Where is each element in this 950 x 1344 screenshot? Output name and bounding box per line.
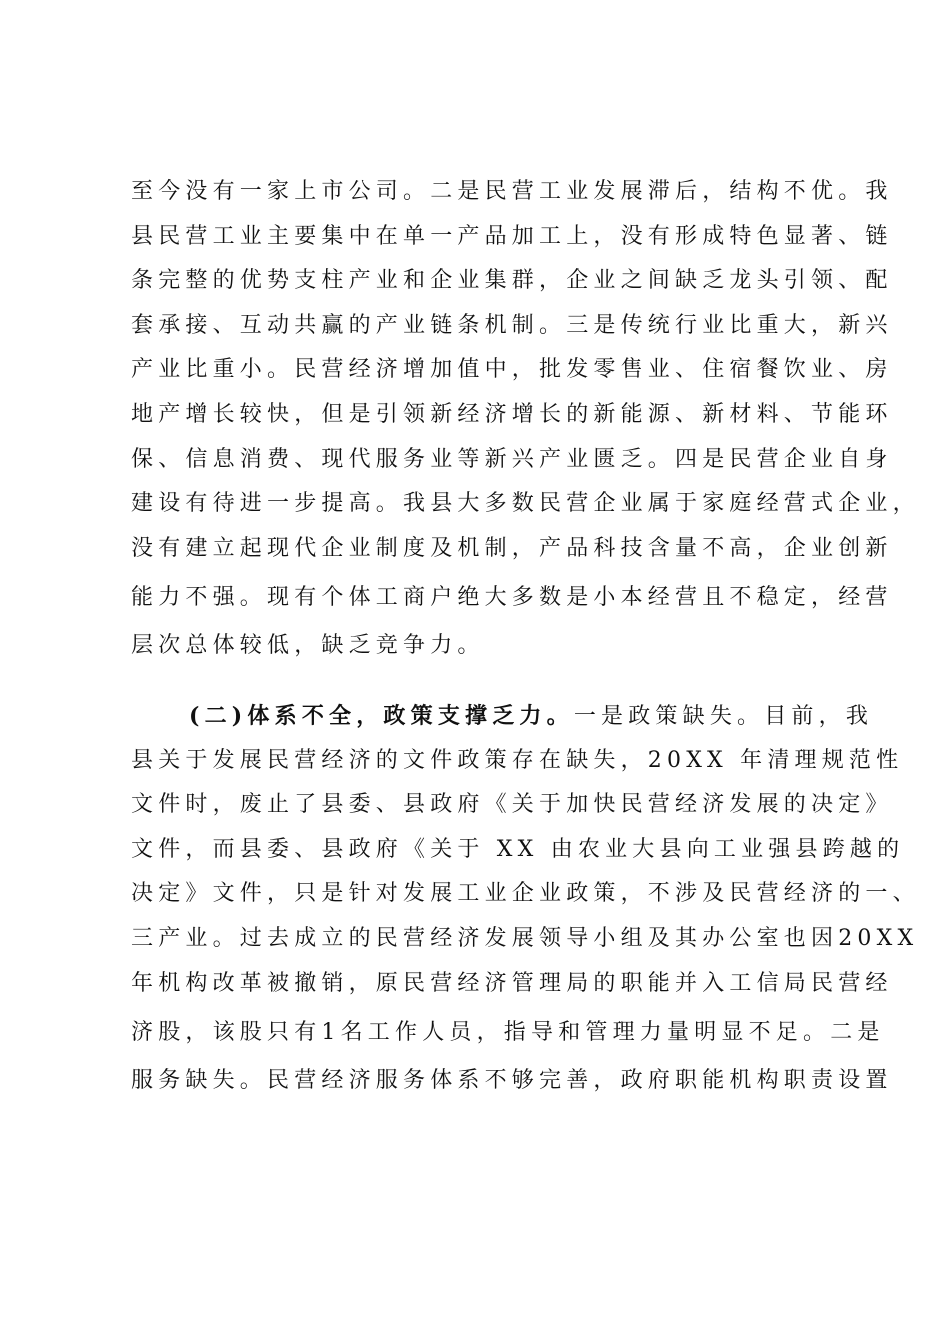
paragraph-line: 县关于发展民营经济的文件政策存在缺失，20XX 年清理规范性 xyxy=(131,747,904,773)
paragraph-line: 三产业。过去成立的民营经济发展领导小组及其办公室也因20XX xyxy=(131,925,919,951)
paragraph-line: 至今没有一家上市公司。二是民营工业发展滞后，结构不优。我 xyxy=(131,179,893,204)
paragraph-first-line xyxy=(131,694,874,739)
paragraph-1 xyxy=(131,170,920,669)
heading-continuation: 一是政策缺失。目前，我 xyxy=(573,704,874,729)
paragraph-line: 建设有待进一步提高。我县大多数民营企业属于家庭经营式企业， xyxy=(131,491,920,517)
paragraph-line: 县民营工业主要集中在单一产品加工上，没有形成特色显著、链 xyxy=(131,223,893,249)
paragraph-line: 能力不强。现有个体工商户绝大多数是小本经营且不稳定，经营 xyxy=(131,585,893,611)
paragraph-line: 文件时，废止了县委、县政府《关于加快民营经济发展的决定》 xyxy=(131,792,893,818)
paragraph-line: 年机构改革被撤销，原民营经济管理局的职能并入工信局民营经 xyxy=(131,970,893,996)
paragraph-2 xyxy=(131,694,920,1104)
paragraph-line: 条完整的优势支柱产业和企业集群，企业之间缺乏龙头引领、配 xyxy=(131,268,893,294)
paragraph-line: 服务缺失。民营经济服务体系不够完善，政府职能机构职责设置 xyxy=(131,1068,893,1094)
paragraph-line: 济股，该股只有1名工作人员，指导和管理力量明显不足。二是 xyxy=(131,1020,885,1046)
paragraph-line: 层次总体较低，缺乏竞争力。 xyxy=(131,633,485,659)
paragraph-line: 地产增长较快，但是引领新经济增长的新能源、新材料、节能环 xyxy=(131,401,893,427)
paragraph-line: 产业比重小。民营经济增加值中，批发零售业、住宿餐饮业、房 xyxy=(131,357,893,383)
paragraph-line: 没有建立起现代企业制度及机制，产品科技含量不高，企业创新 xyxy=(131,535,893,561)
paragraph-line: 决定》文件，只是针对发展工业企业政策，不涉及民营经济的一、 xyxy=(131,881,920,907)
section-heading: (二)体系不全，政策支撑乏力。 xyxy=(189,703,574,729)
paragraph-line: 保、信息消费、现代服务业等新兴产业匮乏。四是民营企业自身 xyxy=(131,446,893,472)
paragraph-line: 文件，而县委、县政府《关于 XX 由农业大县向工业强县跨越的 xyxy=(131,836,905,862)
paragraph-line: 套承接、互动共赢的产业链条机制。三是传统行业比重大，新兴 xyxy=(131,312,893,338)
